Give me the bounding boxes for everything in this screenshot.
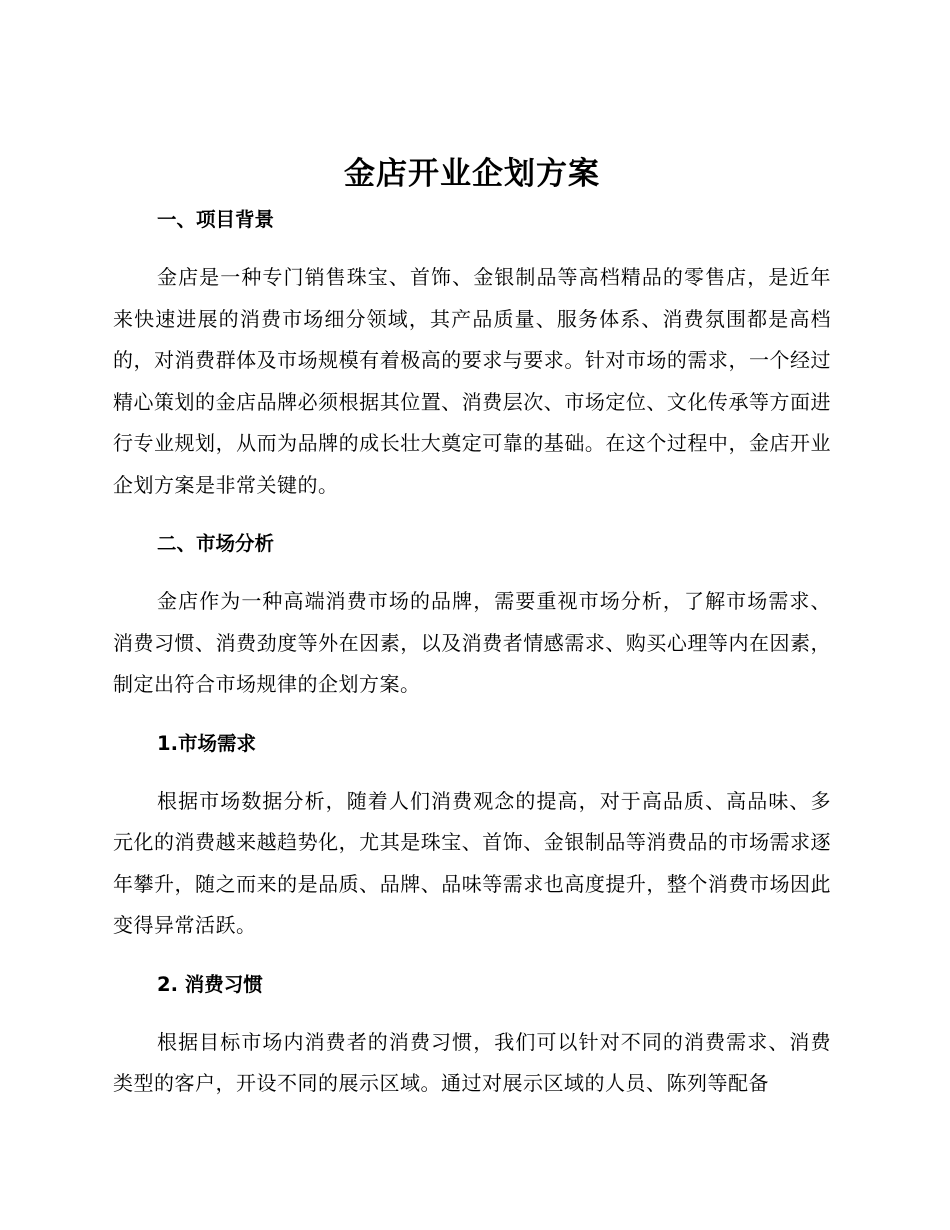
section-heading-consumer-habits: 2. 消费习惯	[157, 972, 263, 996]
section-paragraph-market-analysis: 金店作为一种高端消费市场的品牌，需要重视市场分析，了解市场需求、消费习惯、消费劲度等外在因素，以及消费者情感需求、购买心理等内在因素，制定出符合市场规律的企划方案。	[113, 589, 831, 696]
section-heading-market-demand: 1.市场需求	[157, 731, 256, 755]
section-paragraph-project-background: 金店是一种专门销售珠宝、首饰、金银制品等高档精品的零售店，是近年来快速进展的消费市场细分领域，其产品质量、服务体系、消费氛围都是高档的，对消费群体及市场规模有着极高的要求与要求。针对市场的需求，一个经过精心策划的金店品牌必须根据其位置、消费层次、市场定位、文化传承等方面进行专业规划，从而为品牌的成长壮大奠定可靠的基础。在这个过程中，金店开业企划方案是非常关键的。	[113, 265, 831, 497]
section-heading-project-background: 一、项目背景	[157, 208, 275, 231]
section-paragraph-consumer-habits: 根据目标市场内消费者的消费习惯，我们可以针对不同的消费需求、消费类型的客户，开设不同的展示区域。通过对展示区域的人员、陈列等配备	[113, 1029, 831, 1095]
section-paragraph-market-demand: 根据市场数据分析，随着人们消费观念的提高，对于高品质、高品味、多元化的消费越来越趋势化，尤其是珠宝、首饰、金银制品等消费品的市场需求逐年攀升，随之而来的是品质、品牌、品味等需求也高度提升，整个消费市场因此变得异常活跃。	[113, 788, 831, 937]
document-title: 金店开业企划方案	[344, 156, 600, 192]
section-heading-market-analysis: 二、市场分析	[157, 532, 275, 555]
document-body	[113, 148, 831, 1105]
